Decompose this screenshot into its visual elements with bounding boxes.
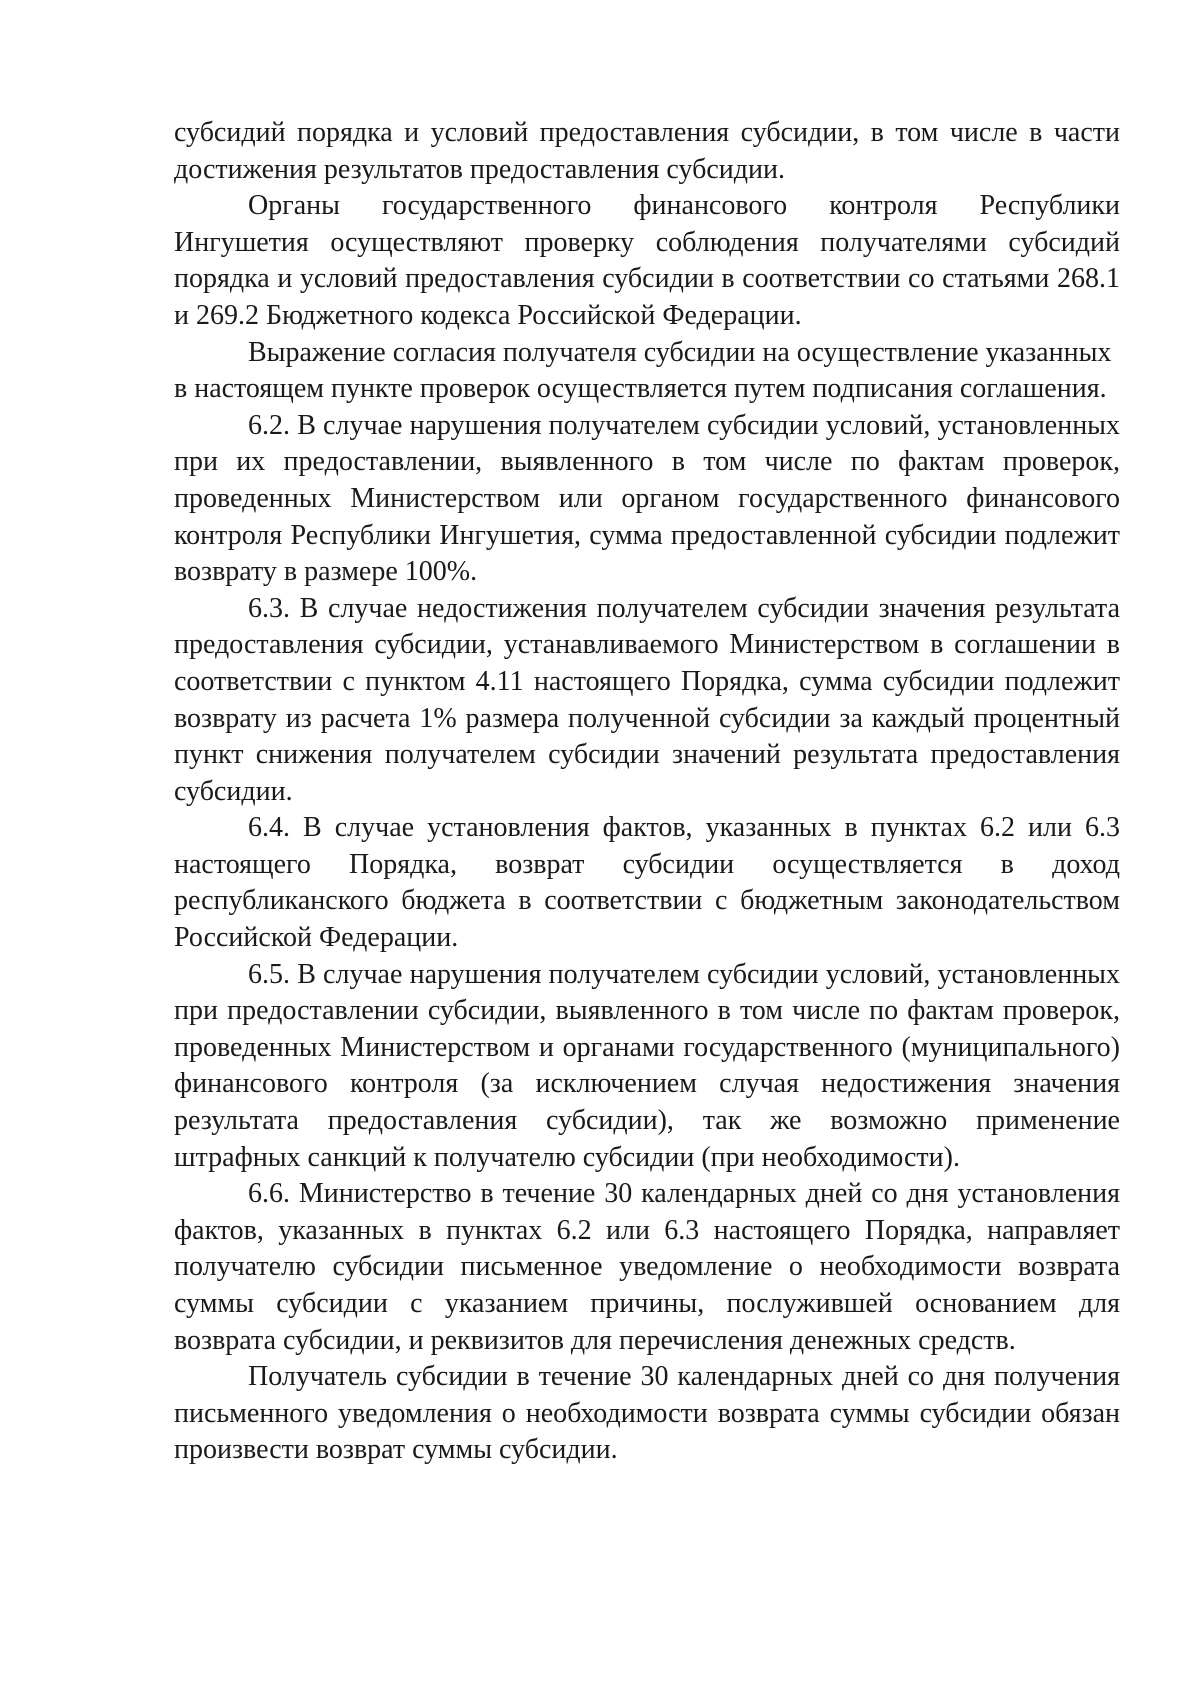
- paragraph-6-2: 6.2. В случае нарушения получателем субсидии условий, установленных при их предоставлении, выявленного в том числе по фактам проверок, проведенных Министерством или органом государственного финансового контроля Республики Ингушетия, сумма предоставленной субсидии подлежит возврату в размере 100%.: [174, 409, 1120, 588]
- document-body: [174, 115, 1120, 1469]
- paragraph-control-bodies: Органы государственного финансового контроля Республики Ингушетия осуществляют проверку соблюдения получателями субсидий порядка и условий предоставления субсидии в соответствии со статьями 268.1 и 269.2 Бюджетного кодекса Российской Федерации.: [174, 190, 1120, 331]
- paragraph-consent-continuation: в настоящем пункте проверок осуществляется путем подписания соглашения.: [174, 373, 1107, 405]
- paragraph-6-4: 6.4. В случае установления фактов, указанных в пунктах 6.2 или 6.3 настоящего Порядка, возврат субсидии осуществляется в доход республиканского бюджета в соответствии с бюджетным законодательством Российской Федерации.: [174, 812, 1120, 954]
- paragraph-6-3: 6.3. В случае недостижения получателем субсидии значения результата предоставления субсидии, устанавливаемого Министерством в соглашении в соответствии с пунктом 4.11 настоящего Порядка, сумма субсидии подлежит возврату из расчета 1% размера полученной субсидии за каждый процентный пункт снижения получателем субсидии значений результата предоставления субсидии.: [174, 592, 1120, 807]
- paragraph-recipient-return: Получатель субсидии в течение 30 календарных дней со дня получения письменного уведомления о необходимости возврата суммы субсидии обязан произвести возврат суммы субсидии.: [174, 1361, 1120, 1466]
- paragraph-consent: Выражение согласия получателя субсидии на осуществление указанных: [248, 336, 1112, 368]
- paragraph-continuation: субсидий порядка и условий предоставления субсидии, в том числе в части достижения результатов предоставления субсидии.: [174, 117, 1120, 185]
- paragraph-6-5: 6.5. В случае нарушения получателем субсидии условий, установленных при предоставлении субсидии, выявленного в том числе по фактам проверок, проведенных Министерством и органами государственного (муниципального) финансового контроля (за исключением случая недостижения значения результата предоставления субсидии), так же возможно применение штрафных санкций к получателю субсидии (при необходимости).: [174, 958, 1120, 1173]
- paragraph-6-6: 6.6. Министерство в течение 30 календарных дней со дня установления фактов, указанных в пунктах 6.2 или 6.3 настоящего Порядка, направляет получателю субсидии письменное уведомление о необходимости возврата суммы субсидии с указанием причины, послужившей основанием для возврата субсидии, и реквизитов для перечисления денежных средств.: [174, 1178, 1120, 1356]
